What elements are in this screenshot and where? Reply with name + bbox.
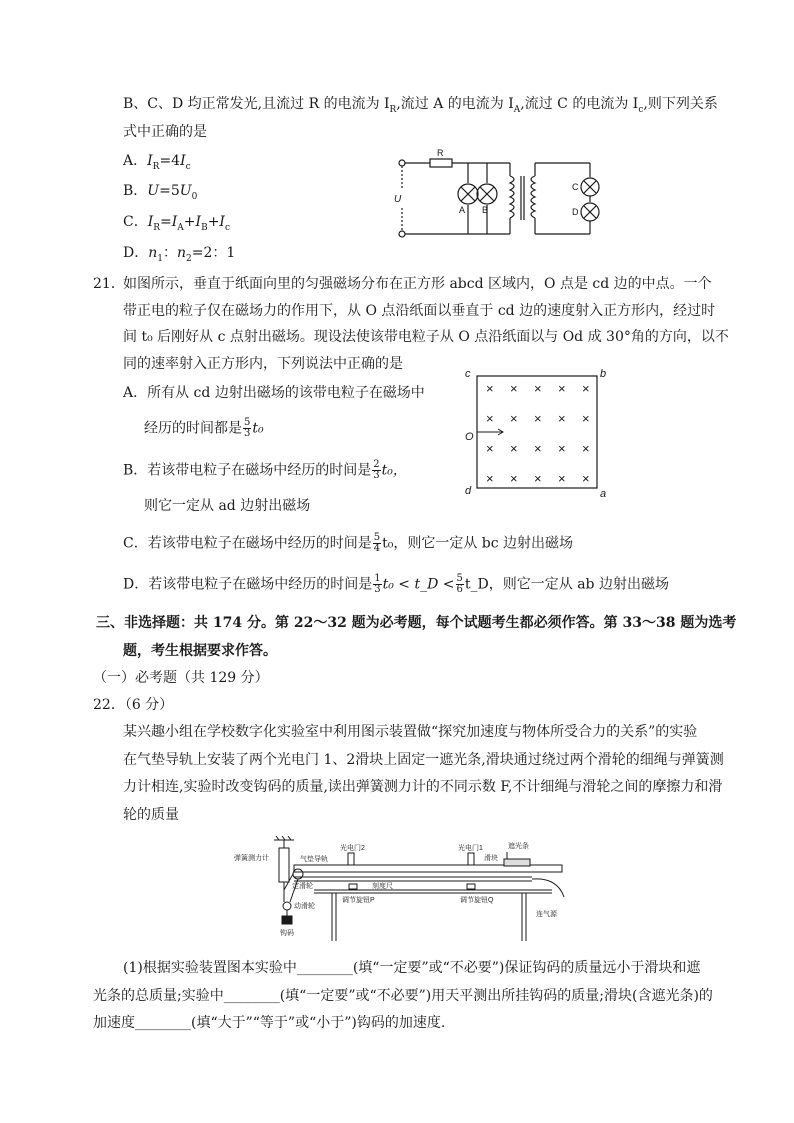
photogate-2-icon — [348, 853, 354, 865]
field-cross-mark: × — [510, 411, 518, 426]
air-hose — [532, 879, 564, 897]
label-knob-q: 调节旋钮Q — [460, 897, 494, 904]
label-u: U — [394, 194, 402, 205]
q22-paragraph-line2: 在气垫导轨上安装了两个光电门 1、2滑块上固定一遮光条,滑块通过绕过两个滑轮的细绳与弹簧测 — [123, 752, 724, 768]
label-weight: 钩码 — [280, 930, 294, 937]
label-shading-strip: 遮光条 — [508, 843, 529, 850]
q20-option-b: B．$U=5U_0$ — [123, 183, 198, 202]
label-slider: 滑块 — [484, 855, 498, 862]
q22-subquestion-1-line3: 加速度________(填“大于”“等于”或“小于”)钩码的加速度. — [93, 1015, 446, 1031]
label-corner-c: c — [465, 368, 471, 380]
label-corner-a: a — [600, 488, 607, 500]
transformer-circuit-figure — [390, 148, 615, 243]
label-point-o: O — [465, 431, 474, 443]
field-cross-mark: × — [534, 471, 542, 486]
lamp-c-icon — [581, 178, 599, 196]
knob-p-icon — [349, 884, 357, 889]
q20-option-d: D．$n_1$：$n_2=2$：1 — [123, 245, 236, 264]
q21-line1: 如图所示，垂直于纸面向里的匀强磁场分布在正方形 abcd 区域内，O 点是 cd 边的中点。一个 — [123, 276, 712, 292]
q20-stem-line1: B、C、D 均正常发光,且流过 R 的电流为 $I_R$,流过 A 的电流为 $I_A$,流过 C 的电流为 $I_c$,则下列关系 — [123, 96, 718, 115]
q22-number: 22．（6 分） — [93, 697, 174, 713]
q21-line2: 带正电的粒子仅在磁场力的作用下，从 O 点沿纸面以垂直于 cd 边的速度射入正方形内，经过时 — [123, 303, 716, 319]
q22-paragraph-line4: 轮的质量 — [123, 807, 179, 823]
air-track-apparatus-figure — [232, 836, 572, 946]
label-knob-p: 调节旋钮P — [342, 897, 375, 904]
magnetic-field-square-figure — [462, 366, 612, 500]
label-a: A — [459, 205, 466, 215]
hook-weight-icon — [282, 916, 292, 924]
q21-option-b-line1: B．若该带电粒子在磁场中经历的时间是 $\frac{2}{3}$ t₀， — [123, 459, 407, 481]
field-cross-mark: × — [582, 441, 590, 456]
section3-subheading: （一）必考题（共 129 分） — [93, 670, 269, 686]
q21-option-d: D．若该带电粒子在磁场中经历的时间是 $\frac{1}{3}$ t₀ < t_D < $\frac{5}{6}$ t_D，则它一定从 ab 边射出磁场 — [123, 573, 669, 595]
label-c: C — [572, 182, 579, 192]
field-crosses — [486, 381, 590, 486]
section3-line2: 题，考生根据要求作答。 — [123, 643, 277, 659]
field-cross-mark: × — [558, 411, 566, 426]
field-cross-mark: × — [534, 411, 542, 426]
field-cross-mark: × — [558, 471, 566, 486]
q20-stem-line2: 式中正确的是 — [123, 124, 207, 140]
label-air-rail: 气垫导轨 — [300, 856, 328, 863]
terminal-bottom — [399, 231, 405, 237]
label-ruler: 刻度尺 — [372, 883, 393, 890]
field-cross-mark: × — [534, 381, 542, 396]
lamp-d-icon — [581, 203, 599, 221]
label-moving-pulley: 动滑轮 — [294, 903, 315, 910]
q20-option-c: C．$I_R=I_A+I_B+I_c$ — [123, 214, 230, 233]
label-photogate-1: 光电门1 — [458, 845, 483, 852]
lamp-b-icon — [477, 184, 497, 204]
field-cross-mark: × — [582, 471, 590, 486]
q22-paragraph-line3: 力计相连,实验时改变钩码的质量,读出弹簧测力计的不同示数 F,不计细绳与滑轮之间的摩擦力和滑 — [123, 779, 723, 795]
section3-line1: 三、非选择题：共 174 分。第 22～32 题为必考题，每个试题考生都必须作答。第 33～38 题为选考 — [96, 615, 737, 631]
field-cross-mark: × — [510, 381, 518, 396]
label-corner-b: b — [600, 368, 607, 380]
field-cross-mark: × — [486, 411, 494, 426]
label-r: R — [437, 148, 444, 158]
lamp-a-icon — [458, 184, 478, 204]
q21-line4: 同的速率射入正方形内，下列说法中正确的是 — [123, 356, 403, 372]
q21-option-a-line2: 经历的时间都是 $\frac{5}{3}$ t₀ — [144, 417, 264, 439]
label-air-source: 连气源 — [536, 911, 557, 918]
resistor-r-symbol — [430, 159, 452, 167]
label-photogate-2: 光电门2 — [340, 845, 365, 852]
secondary-coil — [531, 176, 535, 218]
field-cross-mark: × — [510, 471, 518, 486]
label-b: B — [482, 205, 489, 215]
field-cross-mark: × — [486, 441, 494, 456]
q20-option-a: A．$I_R=4I_c$ — [123, 153, 191, 172]
knob-q-icon — [467, 884, 475, 889]
q22-subquestion-1-line1: (1)根据实验装置图本实验中________(填“一定要”或“不必要”)保证钩码的质量远小于滑块和遮 — [123, 960, 701, 976]
q21-line3: 间 t₀ 后刚好从 c 点射出磁场。现设法使该带电粒子从 O 点沿纸面以与 Od 成 30°角的方向，以不 — [123, 329, 729, 345]
label-fixed-pulley: 定滑轮 — [292, 883, 313, 890]
moving-pulley-icon — [283, 902, 291, 910]
q21-option-a-line1: A．所有从 cd 边射出磁场的该带电粒子在磁场中 — [123, 385, 425, 401]
field-cross-mark: × — [486, 471, 494, 486]
field-cross-mark: × — [534, 441, 542, 456]
q21-option-b-line2: 则它一定从 ad 边射出磁场 — [144, 498, 311, 514]
field-cross-mark: × — [486, 381, 494, 396]
field-cross-mark: × — [582, 381, 590, 396]
field-cross-mark: × — [582, 411, 590, 426]
slider-block — [504, 859, 530, 866]
q22-paragraph-line1: 某兴趣小组在学校数字化实验室中利用图示装置做“探究加速度与物体所受合力的关系”的实验 — [123, 724, 698, 740]
label-corner-d: d — [465, 485, 472, 497]
q22-subquestion-1-line2: 光条的总质量;实验中________(填“一定要”或“不必要”)用天平测出所挂钩码的质量;滑块(含遮光条)的 — [93, 988, 713, 1004]
label-spring-scale: 弹簧测力计 — [234, 855, 269, 862]
field-cross-mark: × — [558, 381, 566, 396]
q21-option-c: C．若该带电粒子在磁场中经历的时间是 $\frac{5}{4}$ t₀，则它一定从 bc 边射出磁场 — [123, 532, 574, 554]
field-cross-mark: × — [558, 441, 566, 456]
photogate-1-icon — [468, 853, 474, 865]
q21-number: 21． — [93, 276, 125, 292]
terminal-top — [399, 160, 405, 166]
primary-coil — [510, 176, 514, 218]
spring-scale-body — [279, 848, 289, 882]
label-d: D — [572, 207, 579, 217]
field-cross-mark: × — [510, 441, 518, 456]
